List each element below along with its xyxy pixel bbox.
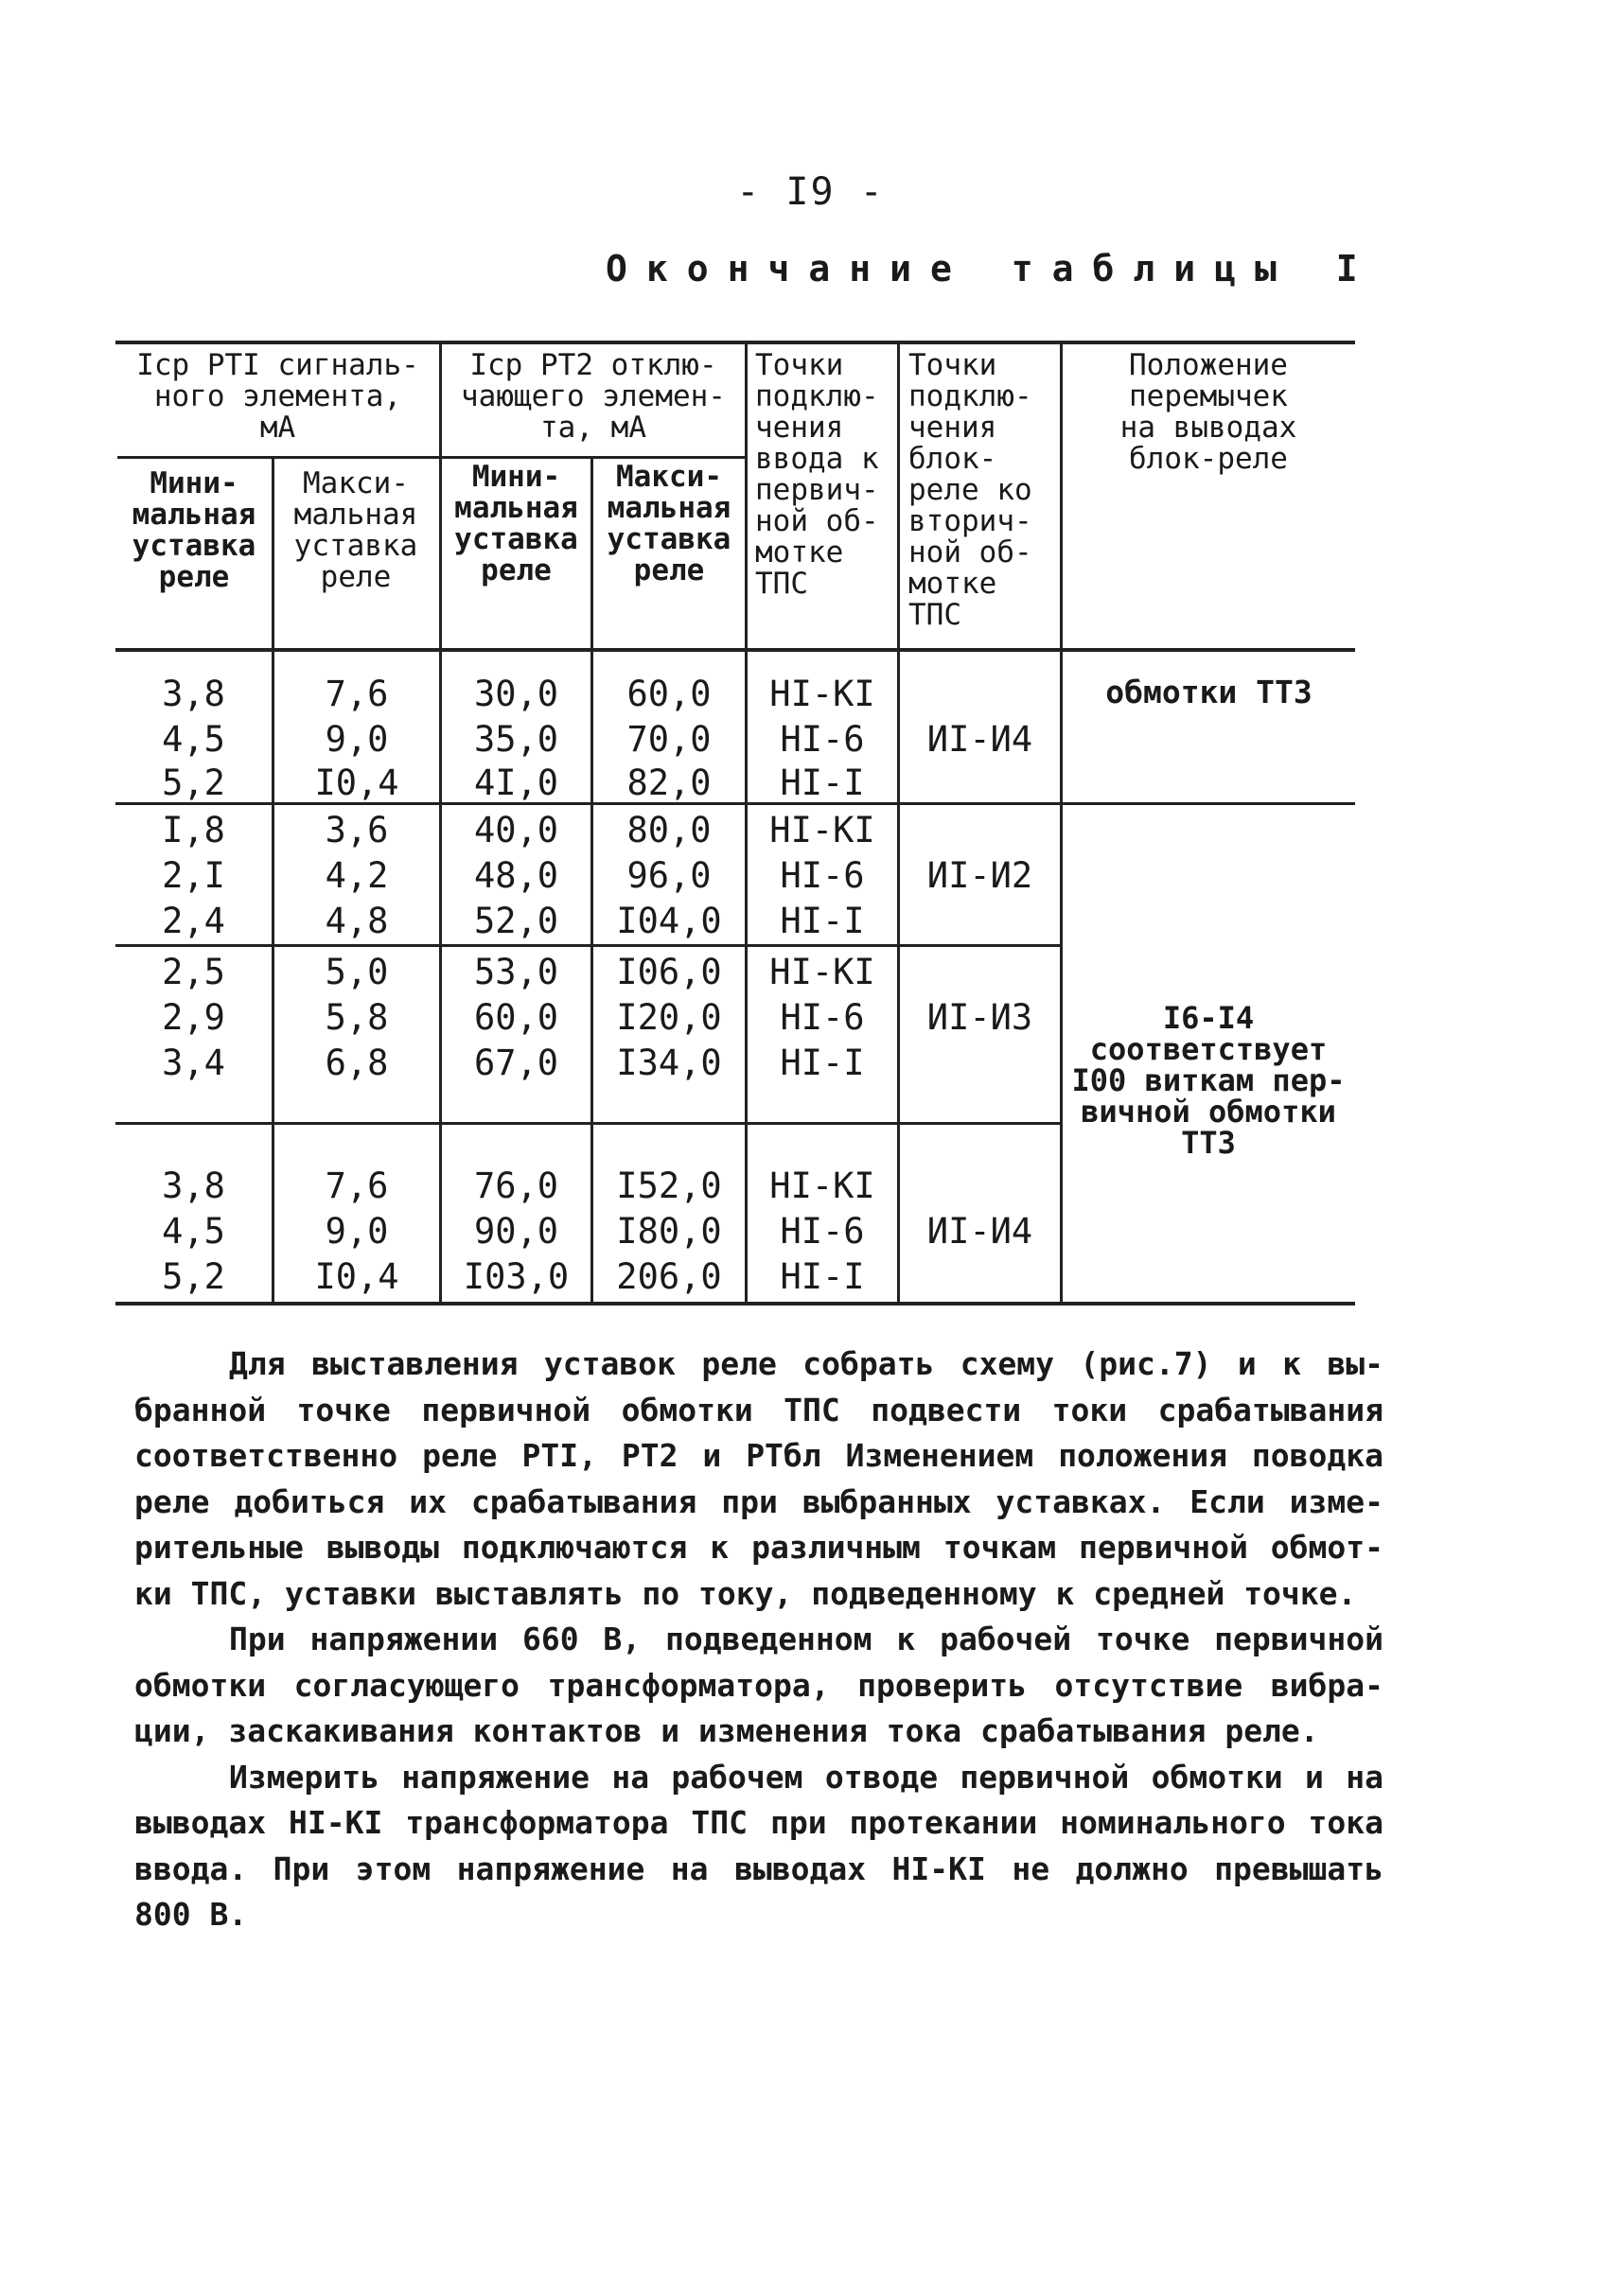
g3-r2-pt2-max: I20,0 (616, 997, 722, 1038)
g3-r3-pt2-max: I34,0 (616, 1043, 722, 1083)
header-pt2-max: Макси- мальная уставка реле (607, 460, 731, 587)
group-2-bottom-rule (115, 944, 1062, 947)
g2-r1-pt1-min: I,8 (162, 810, 225, 850)
table-header-bottom-rule (115, 648, 1355, 652)
g3-r2-primary: HI-6 (780, 997, 865, 1038)
g4-r3-pt1-max: I0,4 (314, 1256, 399, 1297)
g4-r1-pt2-max: I52,0 (616, 1166, 722, 1206)
g2-r2-pt2-max: 96,0 (626, 855, 712, 896)
g4-r3-pt2-min: I03,0 (463, 1256, 570, 1297)
g4-r1-primary: HI-KI (769, 1166, 875, 1206)
jumper-note-top: обмотки ТТЗ (1105, 674, 1313, 710)
g3-r1-pt1-min: 2,5 (162, 952, 225, 992)
paragraph-2: При напряжении 660 В, подведенном к рабочей точке первичной обмотки согласующего трансформатора, проверить отсутствие вибра-ции, заскакивания контактов и изменения тока срабатывания реле. (134, 1621, 1383, 1749)
g4-r2-pt2-max: I80,0 (616, 1211, 722, 1252)
group-3-bottom-rule (115, 1122, 1062, 1125)
g4-r3-primary: HI-I (780, 1256, 865, 1297)
header-pt1-max: Макси- мальная уставка реле (293, 466, 418, 594)
g2-r3-pt1-max: 4,8 (325, 901, 389, 941)
page-number: - I9 - (736, 170, 885, 214)
header-secondary-points: Точки подклю- чения блок- реле ко вторич- ной об- мотке ТПС (908, 348, 1032, 632)
g1-r1-pt2-min: 30,0 (473, 674, 559, 714)
g1-r1-primary: HI-KI (769, 674, 875, 714)
header-pt2-min: Мини- мальная уставка реле (454, 460, 578, 587)
g1-r1-pt1-min: 3,8 (162, 674, 225, 714)
g3-r2-pt1-min: 2,9 (162, 997, 225, 1038)
g1-r3-primary: HI-I (780, 762, 865, 803)
g2-r2-pt2-min: 48,0 (473, 855, 559, 896)
g3-r1-pt1-max: 5,0 (325, 952, 389, 992)
g2-r1-pt1-max: 3,6 (325, 810, 389, 850)
g4-r2-pt1-max: 9,0 (325, 1211, 389, 1252)
g4-secondary: ИI-И4 (926, 1211, 1033, 1252)
g3-r3-pt2-min: 67,0 (473, 1043, 559, 1083)
table-top-rule (115, 341, 1355, 344)
g1-r3-pt1-max: I0,4 (314, 762, 399, 803)
g2-r2-pt1-min: 2,I (162, 855, 225, 896)
g3-r3-pt1-min: 3,4 (162, 1043, 225, 1083)
header-pt1-min: Мини- мальная уставка реле (132, 466, 256, 594)
header-pt2-group: Iср PT2 отклю- чающего элемен- та, мА (461, 348, 726, 445)
g1-r2-pt1-max: 9,0 (325, 719, 389, 760)
paragraph-1: Для выставления уставок реле собрать схему (рис.7) и к вы-бранной точке первичной обмотки ТПС подвести токи срабатывания соответственно реле PTI, PT2 и PTбл Изменением положения поводка реле добиться их срабатывания при выбранных уставках. Если изме-рительные выводы подключаются к различным точкам первичной обмот-ки ТПС, уставки выставлять по току, подведенному к средней точке. (134, 1345, 1383, 1612)
g2-r3-pt2-max: I04,0 (616, 901, 722, 941)
g2-r1-pt2-max: 80,0 (626, 810, 712, 850)
g1-r1-pt2-max: 60,0 (626, 674, 712, 714)
g4-r3-pt1-min: 5,2 (162, 1256, 225, 1297)
g2-r2-pt1-max: 4,2 (325, 855, 389, 896)
g1-r2-pt1-min: 4,5 (162, 719, 225, 760)
g4-r2-pt2-min: 90,0 (473, 1211, 559, 1252)
g4-r1-pt1-min: 3,8 (162, 1166, 225, 1206)
jumper-note-bottom: I6-I4 соответствует I00 виткам пер- вичной обмотки ТТЗ (1071, 1000, 1346, 1161)
g4-r1-pt1-max: 7,6 (325, 1166, 389, 1206)
header-jumper-position: Положение перемычек на выводах блок-реле (1119, 348, 1297, 476)
g4-r1-pt2-min: 76,0 (473, 1166, 559, 1206)
g4-r2-pt1-min: 4,5 (162, 1211, 225, 1252)
g3-secondary: ИI-И3 (926, 997, 1033, 1038)
settings-table (115, 341, 1355, 1306)
g2-r3-primary: HI-I (780, 901, 865, 941)
g1-r2-pt2-max: 70,0 (626, 719, 712, 760)
g1-r2-primary: HI-6 (780, 719, 865, 760)
g3-r1-primary: HI-KI (769, 952, 875, 992)
body-text (134, 1341, 1383, 1938)
g1-r3-pt1-min: 5,2 (162, 762, 225, 803)
g2-r1-primary: HI-KI (769, 810, 875, 850)
g3-r2-pt1-max: 5,8 (325, 997, 389, 1038)
header-pt1-group: Iср PTI сигналь- ного элемента, мА (136, 348, 419, 445)
paragraph-3: Измерить напряжение на рабочем отводе первичной обмотки и на выводах HI-KI трансформатора ТПС при протекании номинального тока ввода. При этом напряжение на выводах HI-KI не должно превышать 800 В. (134, 1758, 1383, 1933)
g2-r1-pt2-min: 40,0 (473, 810, 559, 850)
g4-r3-pt2-max: 206,0 (616, 1256, 722, 1297)
g4-r2-primary: HI-6 (780, 1211, 865, 1252)
g3-r2-pt2-min: 60,0 (473, 997, 559, 1038)
g1-secondary: ИI-И4 (926, 719, 1033, 760)
table-caption: Окончание таблицы I (606, 248, 1377, 289)
g3-r1-pt2-min: 53,0 (473, 952, 559, 992)
g1-r2-pt2-min: 35,0 (473, 719, 559, 760)
g1-r3-pt2-min: 4I,0 (473, 762, 559, 803)
g1-r1-pt1-max: 7,6 (325, 674, 389, 714)
g3-r1-pt2-max: I06,0 (616, 952, 722, 992)
g2-secondary: ИI-И2 (926, 855, 1033, 896)
g3-r3-primary: HI-I (780, 1043, 865, 1083)
table-bottom-rule (115, 1302, 1355, 1306)
g2-r3-pt1-min: 2,4 (162, 901, 225, 941)
table-subheader-rule (117, 456, 747, 459)
g2-r3-pt2-min: 52,0 (473, 901, 559, 941)
g2-r2-primary: HI-6 (780, 855, 865, 896)
header-primary-points: Точки подклю- чения ввода к первич- ной об- мотке ТПС (755, 348, 879, 601)
g3-r3-pt1-max: 6,8 (325, 1043, 389, 1083)
g1-r3-pt2-max: 82,0 (626, 762, 712, 803)
